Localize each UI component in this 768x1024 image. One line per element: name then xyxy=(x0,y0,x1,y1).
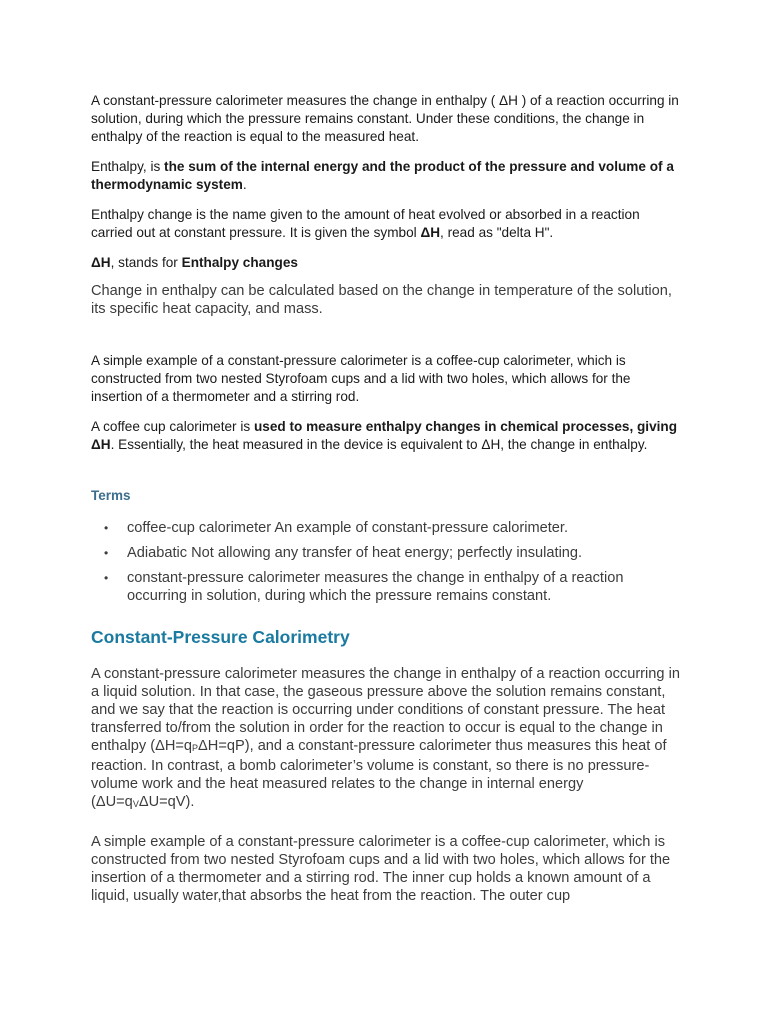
coffee-cup-use-lead: A coffee cup calorimeter is xyxy=(91,419,254,434)
calorimetry-text-1: A constant-pressure calorimeter measures the change in enthalpy of a reaction occurring in a liquid solution. In that case, the gaseous pressure above the solution remains constant, and we say that the reaction is occurring under conditions of constant pressure. The heat transferred to/from the solution in order for the reaction to occur is equal to the change in enthalpy ( xyxy=(91,666,680,754)
calorimetry-text-2: ), and a constant-pressure calorimeter thus measures this heat of reaction. In contrast, a bomb calorimeter’s volume is constant, so there is no pressure-volume work and the heat measured relates to the change in internal energy ( xyxy=(91,738,667,810)
bullet-icon: • xyxy=(104,571,109,585)
delta-h-meaning: Enthalpy changes xyxy=(181,255,298,270)
term-text: constant-pressure calorimeter measures the change in enthalpy of a reaction occurring in solution, during which the pressure remains constant. xyxy=(127,570,624,604)
term-text: coffee-cup calorimeter An example of constant-pressure calorimeter. xyxy=(127,520,568,536)
delta-h-paragraph xyxy=(91,254,681,272)
coffee-cup-use-tail: . Essentially, the heat measured in the device is equivalent to ΔH, the change in enthalpy. xyxy=(110,437,648,452)
list-item xyxy=(91,569,681,605)
bullet-icon: • xyxy=(104,546,109,560)
enthalpy-change-symbol: ΔH xyxy=(420,225,441,240)
delta-h-symbol: ΔH xyxy=(91,255,111,270)
equation-qv: ΔU=qVΔU=qV xyxy=(95,794,186,810)
delta-h-mid: , stands for xyxy=(110,255,182,270)
enthalpy-definition-tail: . xyxy=(242,177,247,192)
terms-heading: Terms xyxy=(91,488,131,503)
coffee-cup-use-paragraph xyxy=(91,418,681,454)
enthalpy-change-lead: Enthalpy change is the name given to the amount of heat evolved or absorbed in a reaction carried out at constant pressure. It is given the symbol xyxy=(91,207,640,240)
calorimetry-paragraph xyxy=(91,665,681,813)
bullet-icon: • xyxy=(104,521,109,535)
intro-paragraph: A constant-pressure calorimeter measures the change in enthalpy ( ΔH ) of a reaction occurring in solution, during which the pressure remains constant. Under these conditions, the change in enthalpy of the reaction is equal to the measured heat. xyxy=(91,93,679,144)
coffee-cup-example-paragraph: A simple example of a constant-pressure calorimeter is a coffee-cup calorimeter, which is constructed from two nested Styrofoam cups and a lid with two holes, which allows for the insertion of a thermometer and a stirring rod. xyxy=(91,353,631,404)
coffee-cup-detail-paragraph: A simple example of a constant-pressure calorimeter is a coffee-cup calorimeter, which is constructed from two nested Styrofoam cups and a lid with two holes, which allows for the insertion of a thermometer and a stirring rod. The inner cup holds a known amount of a liquid, usually water,that absorbs the heat from the reaction. The outer cup xyxy=(91,834,671,904)
calculation-paragraph: Change in enthalpy can be calculated based on the change in temperature of the solution, its specific heat capacity, and mass. xyxy=(91,283,672,317)
enthalpy-definition-bold: the sum of the internal energy and the product of the pressure and volume of a thermodynamic system xyxy=(91,159,674,192)
document-body xyxy=(91,92,681,905)
terms-list xyxy=(91,519,681,605)
list-item xyxy=(91,519,681,537)
enthalpy-definition-lead: Enthalpy, is xyxy=(91,159,165,174)
enthalpy-change-tail: , read as "delta H". xyxy=(440,225,554,240)
enthalpy-definition-paragraph xyxy=(91,158,681,194)
list-item xyxy=(91,544,681,562)
enthalpy-change-paragraph xyxy=(91,206,681,242)
calorimetry-text-3: ). xyxy=(185,794,195,810)
term-text: Adiabatic Not allowing any transfer of heat energy; perfectly insulating. xyxy=(127,545,583,561)
section-heading: Constant-Pressure Calorimetry xyxy=(91,627,350,647)
coffee-cup-use-bold: used to measure enthalpy changes in chemical processes, giving ΔH xyxy=(91,419,678,452)
equation-qp: ΔH=qPΔH=qP xyxy=(155,738,245,754)
